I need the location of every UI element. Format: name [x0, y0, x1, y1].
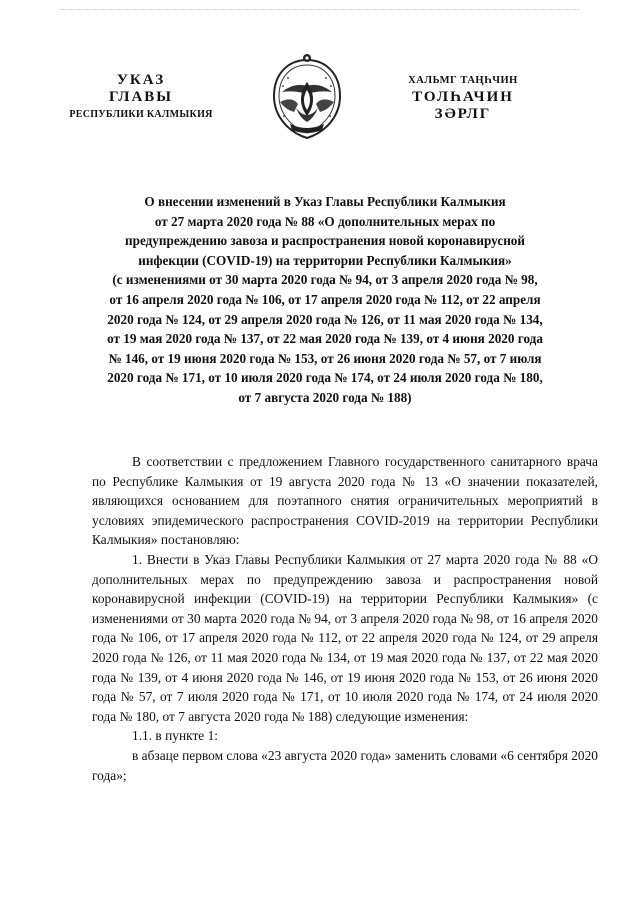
title-line: (с изменениями от 30 марта 2020 года № 94, от 3 апреля 2020 года № 98, — [112, 272, 538, 288]
title-line: от 27 марта 2020 года № 88 «О дополнительных мерах по — [154, 213, 496, 229]
header-right-line3: ЗӘРЛГ — [434, 106, 492, 122]
title-line: от 7 августа 2020 года № 188) — [238, 389, 412, 405]
title-line: № 146, от 19 июня 2020 года № 153, от 26 июня 2020 года № 57, от 7 июля — [108, 350, 542, 366]
header-left-line1: УКАЗ — [116, 72, 166, 88]
decree-title — [60, 192, 590, 408]
preamble-paragraph: В соответствии с предложением Главного государственного санитарного врача по Республике Калмыкия от 19 августа 2020 года № 13 «О значении показателей, являющихся основанием для поэтапного снятия ограничительных мероприятий в условиях эпидемического распространения COVID-2019 на территории Республики Калмыкия» постановляю: — [92, 454, 598, 548]
kalmykia-coat-of-arms-icon — [268, 52, 346, 144]
header-right-line2: ТОЛҺАЧИН — [412, 89, 514, 105]
title-line: предупреждению завоза и распространения новой коронавирусной — [125, 233, 525, 249]
title-line: от 19 мая 2020 года № 137, от 22 мая 2020 года № 139, от 4 июня 2020 года — [107, 331, 543, 347]
header-right-line1: ХАЛЬМГ ТАҢҺЧИН — [408, 75, 518, 86]
point-1-paragraph: 1. Внести в Указ Главы Республики Калмыкия от 27 марта 2020 года № 88 «О дополнительных мерах по предупреждению завоза и распространения новой коронавирусной инфекции (COVID-19) на территории Республики Калмыкия» (с изменениями от 30 марта 2020 года № 94, от 3 апреля 2020 года № 98, от 16 апреля 2020 года № 106, от 17 апреля 2020 года № 112, от 22 апреля 2020 года № 124, от 29 апреля 2020 года № 126, от 11 мая 2020 года № 134, от 19 мая 2020 года № 137, от 22 мая 2020 года № 139, от 4 июня 2020 года № 146, от 19 июня 2020 года № 153, от 26 июня 2020 года № 57, от 7 июля 2020 года № 171, от 10 июля 2020 года № 174, от 24 июля 2020 года № 180, от 7 августа 2020 года № 188) следующие изменения: — [92, 551, 598, 724]
scan-artifact — [60, 9, 580, 13]
decree-body — [92, 452, 598, 785]
header-left-line2: ГЛАВЫ — [108, 89, 174, 105]
header-left-line3: РЕСПУБЛИКИ КАЛМЫКИЯ — [69, 109, 213, 120]
title-line: от 16 апреля 2020 года № 106, от 17 апреля 2020 года № 112, от 22 апреля — [109, 291, 541, 307]
header-right — [388, 72, 538, 123]
title-line: 2020 года № 124, от 29 апреля 2020 года № 126, от 11 мая 2020 года № 134, — [107, 311, 543, 327]
point-1-1-text: в абзаце первом слова «23 августа 2020 года» заменить словами «6 сентября 2020 года»; — [92, 747, 598, 783]
point-1-1-heading: 1.1. в пункте 1: — [132, 728, 219, 744]
title-line: О внесении изменений в Указ Главы Республики Калмыкия — [144, 194, 506, 209]
title-line: 2020 года № 171, от 10 июля 2020 года № 174, от 24 июля 2020 года № 180, — [107, 370, 543, 386]
header-left — [56, 72, 226, 123]
title-line: инфекции (COVID-19) на территории Республики Калмыкия» — [138, 252, 512, 268]
